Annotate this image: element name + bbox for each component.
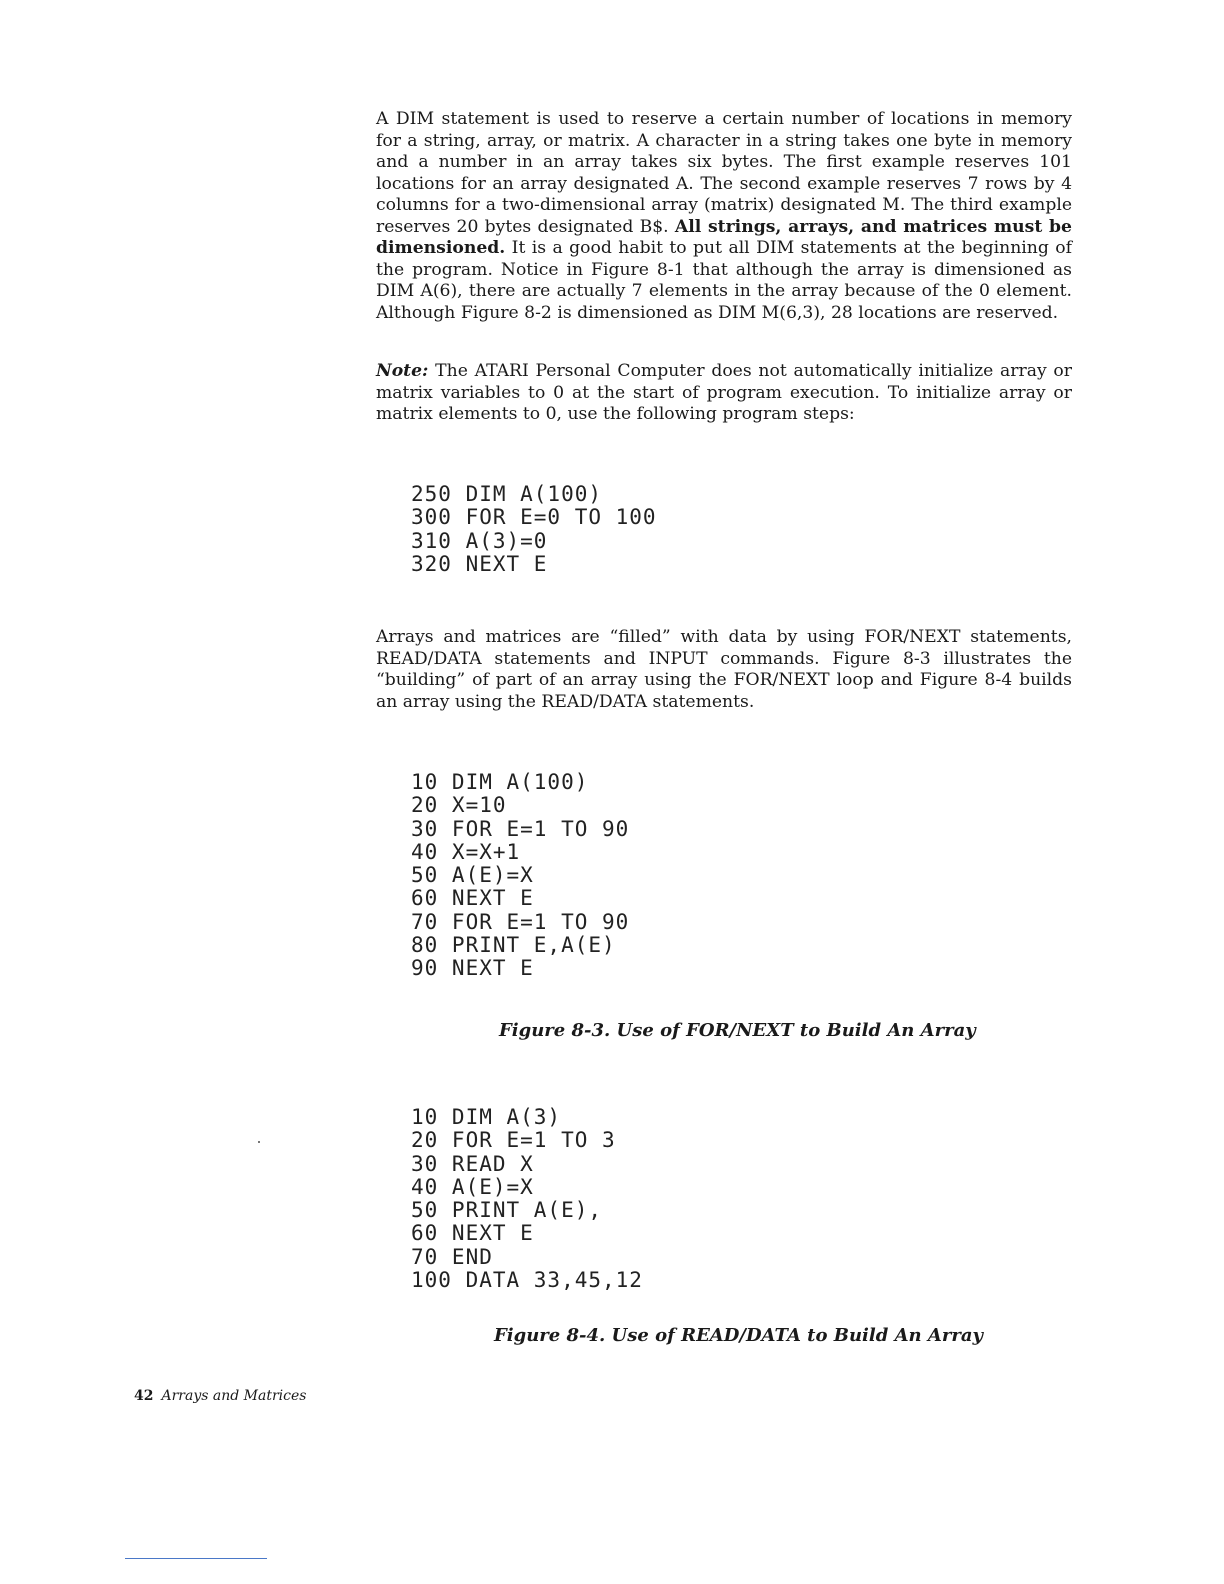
intro-bold-rule: All strings, arrays, and matrices must be dimensioned. — [376, 216, 1072, 258]
code-line: 70 FOR E=1 TO 90 — [411, 909, 630, 934]
code-listing-figure-8-3 — [411, 771, 629, 981]
code-line: 90 NEXT E — [411, 956, 534, 981]
code-line: 300 FOR E=0 TO 100 — [411, 505, 657, 530]
page-number: 42 — [134, 1388, 154, 1404]
code-line: 30 READ X — [411, 1151, 534, 1176]
intro-paragraph — [376, 109, 1072, 324]
code-line: 30 FOR E=1 TO 90 — [411, 816, 630, 841]
intro-text-2: It is a good habit to put all DIM statements at the beginning of the program. Notice in Figure 8-1 that although the array is dimensioned as DIM A(6), there are actually 7 elements in the array because of the 0 element. Although Figure 8-2 is dimensioned as DIM M(6,3), 28 locations are reserved. — [376, 238, 1072, 323]
scan-edge-line — [125, 1558, 267, 1559]
page-footer — [134, 1388, 306, 1404]
code-line: 310 A(3)=0 — [411, 528, 548, 553]
code-listing-figure-8-4 — [411, 1106, 643, 1292]
code-line: 70 END — [411, 1244, 493, 1269]
code-line: 50 A(E)=X — [411, 863, 534, 888]
code-line: 10 DIM A(3) — [411, 1105, 562, 1129]
intro-text-1: A DIM statement is used to reserve a certain number of locations in memory for a string, array, or matrix. A character in a string takes one byte in memory and a number in an array takes six bytes. The first example reserves 101 locations for an array designated A. The second example reserves 7 rows by 4 columns for a two-dimensional array (matrix) designated M. The third example reserves 20 bytes designated B$. — [376, 109, 1072, 237]
code-line: 60 NEXT E — [411, 1221, 534, 1246]
scan-speck — [258, 1141, 260, 1143]
code-line: 250 DIM A(100) — [411, 482, 603, 506]
code-listing-init — [411, 483, 657, 576]
code-line: 60 NEXT E — [411, 886, 534, 911]
code-line: 20 FOR E=1 TO 3 — [411, 1128, 616, 1153]
code-line: 40 A(E)=X — [411, 1174, 534, 1199]
code-line: 320 NEXT E — [411, 551, 548, 576]
note-label: Note: — [376, 361, 429, 381]
note-text: The ATARI Personal Computer does not automatically initialize array or matrix variables to 0 at the start of program execution. To initialize array or matrix elements to 0, use the following program steps: — [376, 361, 1072, 424]
code-line: 20 X=10 — [411, 793, 507, 818]
code-line: 80 PRINT E,A(E) — [411, 933, 616, 958]
arrays-filling-paragraph: Arrays and matrices are “filled” with data by using FOR/NEXT statements, READ/DATA statements and INPUT commands. Figure 8-3 illustrates the “building” of part of an array using the FOR/NEXT loop and Figure 8-4 builds an array using the READ/DATA statements. — [376, 627, 1072, 712]
figure-8-4-caption: Figure 8-4. Use of READ/DATA to Build An Array — [494, 1325, 983, 1346]
code-line: 100 DATA 33,45,12 — [411, 1268, 643, 1293]
code-line: 40 X=X+1 — [411, 839, 521, 864]
note-paragraph — [376, 361, 1072, 426]
section-title: Arrays and Matrices — [161, 1388, 307, 1404]
code-line: 10 DIM A(100) — [411, 770, 589, 794]
code-line: 50 PRINT A(E), — [411, 1198, 603, 1223]
figure-8-3-caption: Figure 8-3. Use of FOR/NEXT to Build An Array — [499, 1020, 976, 1041]
